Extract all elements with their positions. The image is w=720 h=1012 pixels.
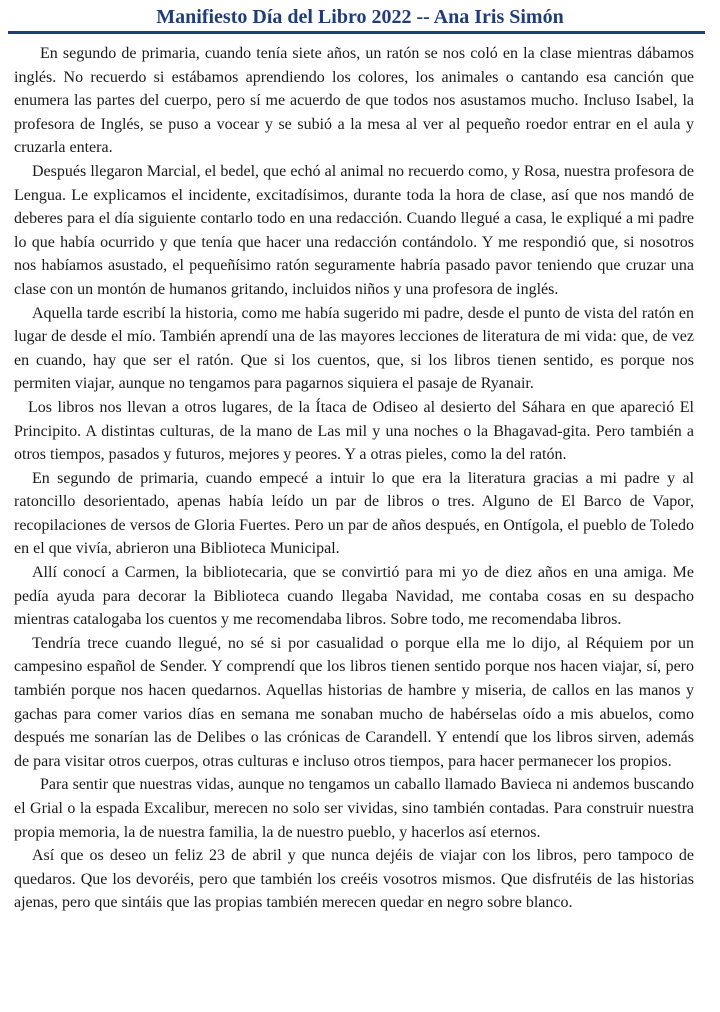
paragraph-1: En segundo de primaria, cuando tenía siete años, un ratón se nos coló en la clase mientras dábamos inglés. No recuerdo si estábamos aprendiendo los colores, los animales o cantando esa canción que enumera las partes del cuerpo, pero sí me acuerdo de que todos nos asustamos mucho. Incluso Isabel, la profesora de Inglés, se puso a vocear y se subió a la mesa al ver al pequeño roedor entrar en el aula y cruzarla entera. [14,45,694,157]
document-title: Manifiesto Día del Libro 2022 -- Ana Iris Simón [156,6,564,28]
paragraph-6: Allí conocí a Carmen, la bibliotecaria, que se convirtió para mi yo de diez años en una amiga. Me pedía ayuda para decorar la Biblioteca cuando llegaba Navidad, me contaba cosas en su despacho mientras catalogaba los cuentos y me recomendaba libros. Sobre todo, me recomendaba libros. [14,564,694,629]
paragraph-4: Los libros nos llevan a otros lugares, de la Ítaca de Odiseo al desierto del Sáhara en que apareció El Principito. A distintas culturas, de la mano de Las mil y una noches o la Bhagavad-gita. Pero también a otros tiempos, pasados y futuros, mejores y peores. Y a otras pieles, como la del ratón. [14,398,694,464]
paragraph-8: Para sentir que nuestras vidas, aunque no tengamos un caballo llamado Bavieca ni andemos buscando el Grial o la espada Excalibur, merecen no solo ser vividas, sino también contadas. Para construir nuestra propia memoria, la de nuestra familia, la de nuestro pueblo, y hacerlos así eternos. [14,776,694,841]
paragraph-7: Tendría trece cuando llegué, no sé si por casualidad o porque ella me lo dijo, al Réquiem por un campesino español de Sender. Y comprendí que los libros tienen sentido porque nos hacen viajar, sí, pero también porque nos hacen quedarnos. Aquellas historias de hambre y miseria, de callos en las manos y gachas para comer varios días en semana me sonaban mucho de habérselas oído a mis abuelos, como después me sonarían las de Delibes o las crónicas de Carandell. Y entendí que los libros sirven, además de para visitar otros cuerpos, otras culturas e incluso otros tiempos, para hacer permanecer los propios. [14,634,694,770]
manifesto-body [14,42,694,915]
paragraph-2: Después llegaron Marcial, el bedel, que echó al animal no recuerdo como, y Rosa, nuestra profesora de Lengua. Le explicamos el incidente, excitadísimos, durante toda la hora de clase, así que nos mandó de deberes para el día siguiente contarlo todo en una redacción. Cuando llegué a casa, le expliqué a mi padre lo que había ocurrido y que tenía que hacer una redacción contándolo. Y me respondió que, si nosotros nos habíamos asustado, el pequeñísimo ratón seguramente habría pasado pavor teniendo que cruzar una clase con un montón de humanos gritando, incluidos niños y una profesora de inglés. [14,162,694,298]
paragraph-3: Aquella tarde escribí la historia, como me había sugerido mi padre, desde el punto de vista del ratón en lugar de desde el mío. También aprendí una de las mayores lecciones de literatura de mi vida: que, de vez en cuando, hay que ser el ratón. Que si los cuentos, que, si los libros tienen sentido, es porque nos permiten viajar, aunque no tengamos para pagarnos siquiera el pasaje de Ryanair. [14,304,694,393]
paragraph-9: Así que os deseo un feliz 23 de abril y que nunca dejéis de viajar con los libros, pero tampoco de quedaros. Que los devoréis, pero que también los creéis vosotros mismos. Que disfrutéis de las historias ajenas, pero que sintáis que las propias también merecen quedar en negro sobre blanco. [14,847,694,912]
title-underline [8,31,705,34]
paragraph-5: En segundo de primaria, cuando empecé a intuir lo que era la literatura gracias a mi padre y al ratoncillo desorientado, apenas había leído un par de libros o tres. Alguno de El Barco de Vapor, recopilaciones de versos de Gloria Fuertes. Pero un par de años después, en Ontígola, el pueblo de Toledo en el que vivía, abrieron una Biblioteca Municipal. [14,469,694,558]
